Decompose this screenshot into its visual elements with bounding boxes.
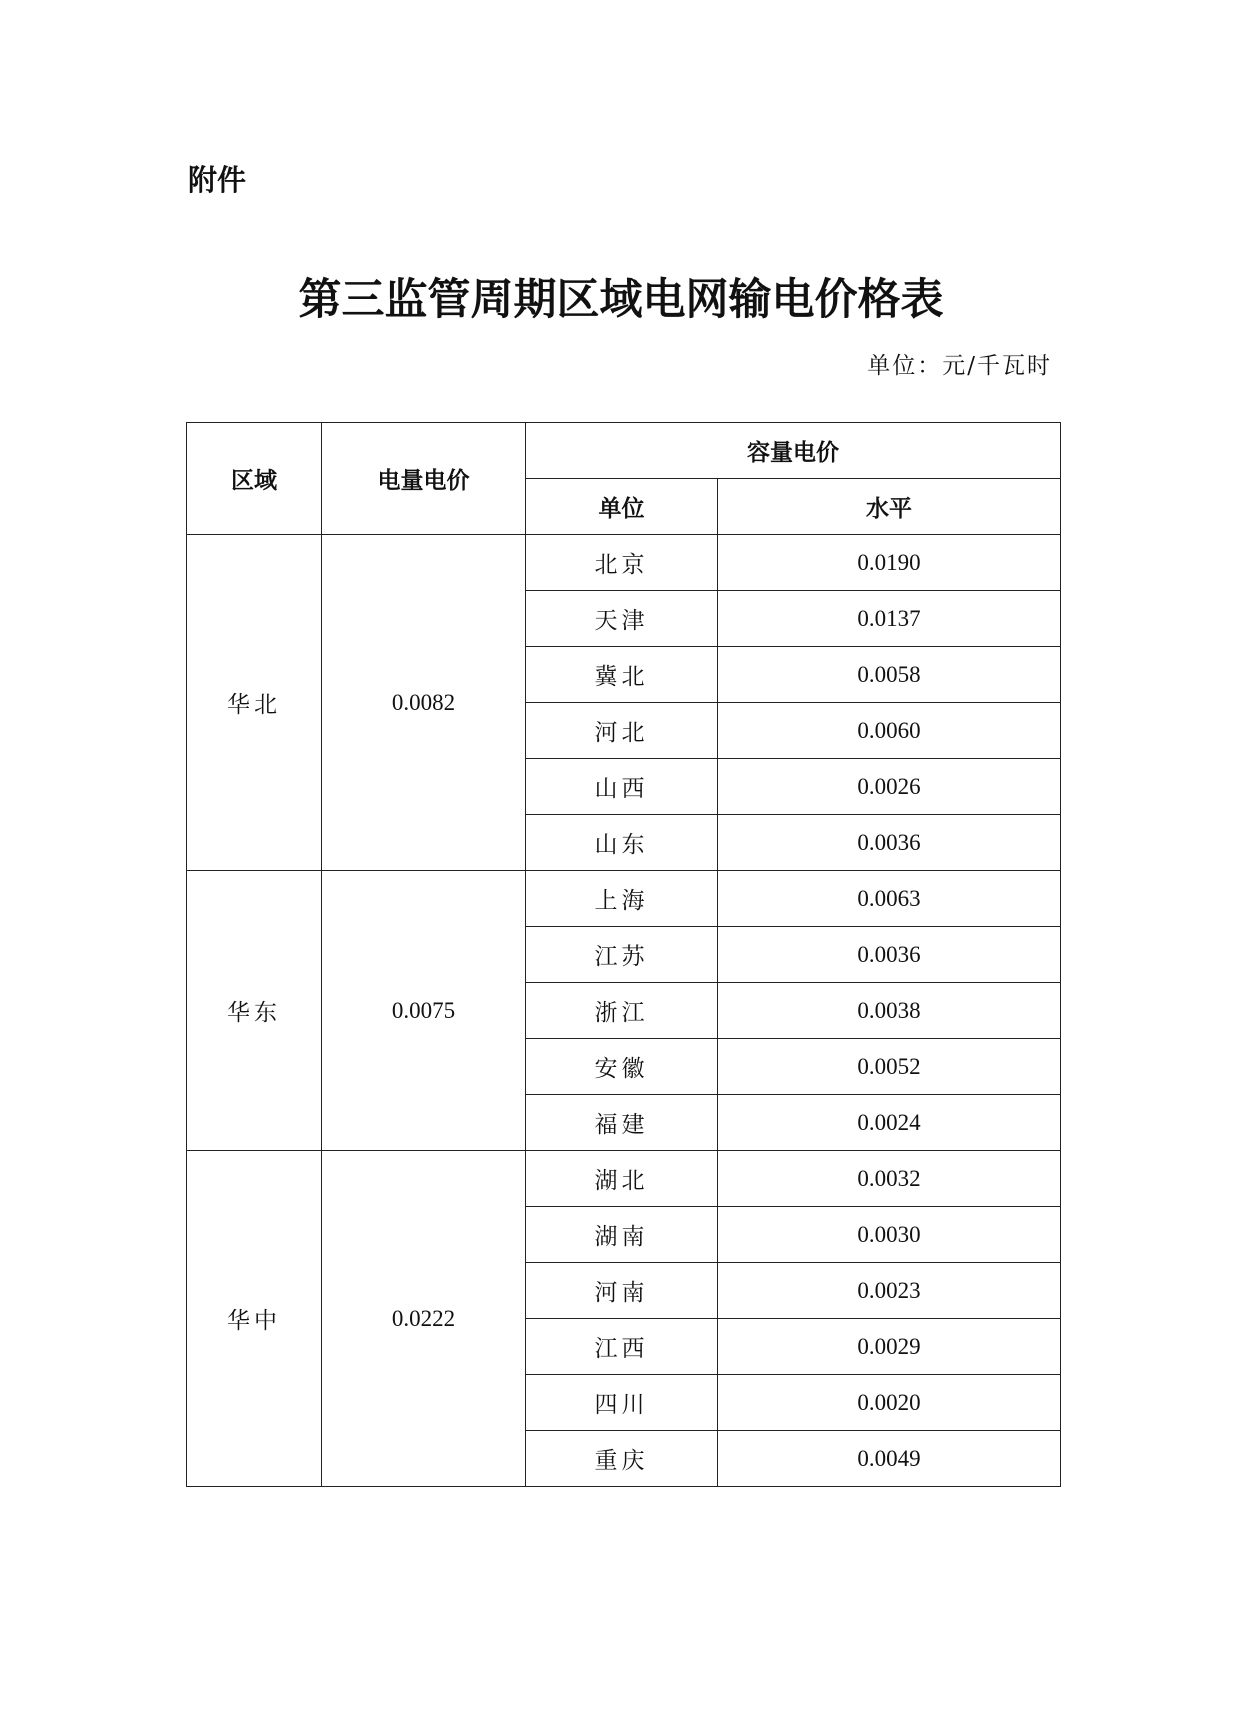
unit-cell: 江苏 (526, 927, 718, 983)
energy-price-cell: 0.0082 (322, 535, 526, 871)
table-row (187, 1151, 1061, 1207)
level-cell: 0.0026 (718, 759, 1061, 815)
unit-cell: 山东 (526, 815, 718, 871)
unit-cell: 安徽 (526, 1039, 718, 1095)
header-energy-price: 电量电价 (322, 423, 526, 535)
level-cell: 0.0190 (718, 535, 1061, 591)
unit-cell: 山西 (526, 759, 718, 815)
energy-price-cell: 0.0075 (322, 871, 526, 1151)
header-capacity-price: 容量电价 (526, 423, 1061, 479)
unit-cell: 江西 (526, 1319, 718, 1375)
unit-cell: 冀北 (526, 647, 718, 703)
unit-cell: 天津 (526, 591, 718, 647)
level-cell: 0.0029 (718, 1319, 1061, 1375)
region-cell: 华北 (187, 535, 322, 871)
table-header (187, 423, 1061, 535)
header-region: 区域 (187, 423, 322, 535)
level-cell: 0.0058 (718, 647, 1061, 703)
level-cell: 0.0052 (718, 1039, 1061, 1095)
energy-price-cell: 0.0222 (322, 1151, 526, 1487)
level-cell: 0.0036 (718, 927, 1061, 983)
page-title: 第三监管周期区域电网输电价格表 (298, 275, 944, 325)
table-row (187, 535, 1061, 591)
unit-cell: 上海 (526, 871, 718, 927)
attachment-label: 附件 (188, 163, 247, 197)
unit-cell: 重庆 (526, 1431, 718, 1487)
unit-cell: 河北 (526, 703, 718, 759)
unit-cell: 北京 (526, 535, 718, 591)
unit-cell: 湖北 (526, 1151, 718, 1207)
region-cell: 华中 (187, 1151, 322, 1487)
level-cell: 0.0024 (718, 1095, 1061, 1151)
level-cell: 0.0036 (718, 815, 1061, 871)
level-cell: 0.0049 (718, 1431, 1061, 1487)
level-cell: 0.0020 (718, 1375, 1061, 1431)
level-cell: 0.0032 (718, 1151, 1061, 1207)
unit-note: 单位：元/千瓦时 (867, 353, 1052, 379)
unit-cell: 河南 (526, 1263, 718, 1319)
unit-cell: 四川 (526, 1375, 718, 1431)
level-cell: 0.0063 (718, 871, 1061, 927)
unit-cell: 湖南 (526, 1207, 718, 1263)
level-cell: 0.0038 (718, 983, 1061, 1039)
level-cell: 0.0060 (718, 703, 1061, 759)
header-row-1 (187, 423, 1061, 479)
region-cell: 华东 (187, 871, 322, 1151)
unit-cell: 浙江 (526, 983, 718, 1039)
price-table (186, 422, 1061, 1487)
level-cell: 0.0023 (718, 1263, 1061, 1319)
unit-cell: 福建 (526, 1095, 718, 1151)
table-body (187, 535, 1061, 1487)
level-cell: 0.0030 (718, 1207, 1061, 1263)
header-level: 水平 (718, 479, 1061, 535)
table-row (187, 871, 1061, 927)
header-unit: 单位 (526, 479, 718, 535)
level-cell: 0.0137 (718, 591, 1061, 647)
